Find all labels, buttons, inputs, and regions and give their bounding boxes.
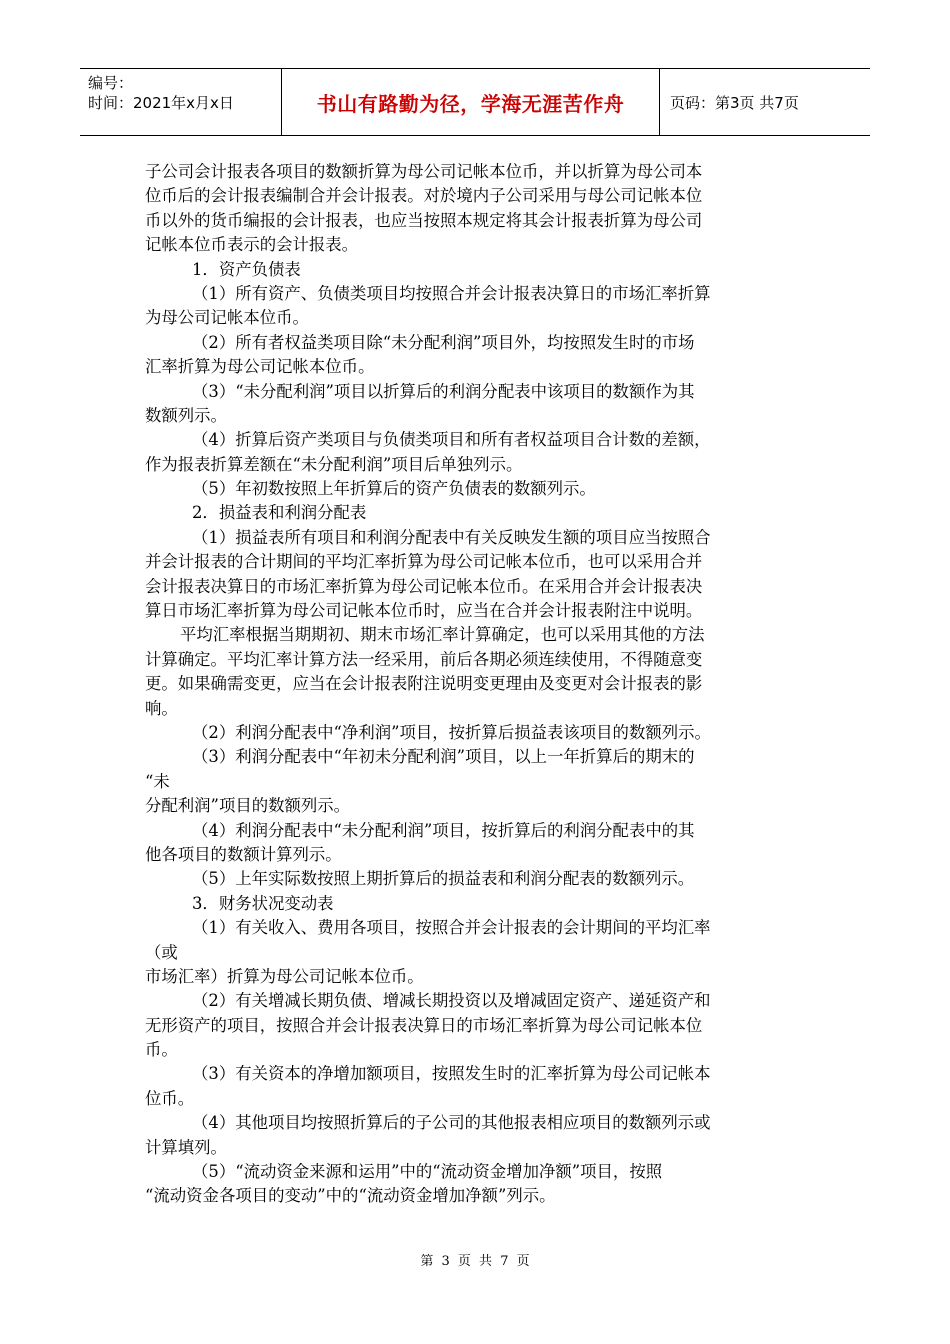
text-line: 为母公司记帐本位币。 [145,308,309,328]
text-line: （1）有关收入、费用各项目，按照合并会计报表的会计期间的平均汇率 [192,918,711,938]
text-line: 位币。 [145,1088,195,1108]
header-page-cell [660,69,870,135]
text-line: （或 [145,942,178,962]
text-line: 会计报表决算日的市场汇率折算为母公司记帐本位币。在采用合并会计报表决 [145,576,703,596]
text-line: 并会计报表的合计期间的平均汇率折算为母公司记帐本位币，也可以采用合并 [145,552,703,572]
text-line: 2．损益表和利润分配表 [192,503,367,523]
text-line: （2）所有者权益类项目除“未分配利润”项目外，均按照发生时的市场 [192,332,695,352]
header-meta-cell [80,69,282,135]
text-line: （3）利润分配表中“年初未分配利润”项目，以上一年折算后的期末的 [192,747,695,767]
document-date-label: 时间：2021年x月x日 [88,94,234,112]
text-line: 作为报表折算差额在“未分配利润”项目后单独列示。 [145,454,523,474]
text-line: （1）损益表所有项目和利润分配表中有关反映发生额的项目应当按照合 [192,527,711,547]
text-line: 计算填列。 [145,1137,227,1157]
footer-page-number: 第 3 页 共 7 页 [420,1254,530,1269]
text-line: （1）所有资产、负债类项目均按照合并会计报表决算日的市场汇率折算 [192,283,711,303]
text-line: （3）有关资本的净增加额项目，按照发生时的汇率折算为母公司记帐本 [192,1064,711,1084]
text-line: 数额列示。 [145,405,227,425]
text-line: （2）有关增减长期负债、增减长期投资以及增减固定资产、递延资产和 [192,991,711,1011]
text-line: 算日市场汇率折算为母公司记帐本位币时，应当在合并会计报表附注中说明。 [145,601,703,621]
text-line: 币以外的货币编报的会计报表，也应当按照本规定将其会计报表折算为母公司 [145,210,703,230]
text-line: 位币后的会计报表编制合并会计报表。对於境内子公司采用与母公司记帐本位 [145,186,703,206]
text-line: 3．财务状况变动表 [192,893,334,913]
document-header [80,68,870,136]
text-line: 记帐本位币表示的会计报表。 [145,235,359,255]
text-line: （2）利润分配表中“净利润”项目，按折算后损益表该项目的数额列示。 [192,722,711,742]
text-line: （5）年初数按照上年折算后的资产负债表的数额列示。 [192,479,596,499]
text-line: （4）折算后资产类项目与负债类项目和所有者权益项目合计数的差额， [192,430,711,450]
text-line: “流动资金各项目的变动”中的“流动资金增加净额”列示。 [145,1186,556,1206]
header-page-info: 页码：第3页 共7页 [670,93,799,112]
header-motto: 书山有路勤为径，学海无涯苦作舟 [316,91,625,116]
text-line: （4）利润分配表中“未分配利润”项目，按折算后的利润分配表中的其 [192,820,695,840]
text-line: 1．资产负债表 [192,259,301,279]
text-line: 计算确定。平均汇率计算方法一经采用，前后各期必须连续使用，不得随意变 [145,649,703,669]
text-line: 更。如果确需变更，应当在会计报表附注说明变更理由及变更对会计报表的影 [145,674,703,694]
text-line: 市场汇率）折算为母公司记帐本位币。 [145,966,424,986]
text-line: 响。 [145,698,178,718]
text-line: （3）“未分配利润”项目以折算后的利润分配表中该项目的数额作为其 [192,381,695,401]
text-line: （5）“流动资金来源和运用”中的“流动资金增加净额”项目，按照 [192,1162,663,1182]
document-body [145,160,805,1209]
text-line: 平均汇率根据当期期初、期末市场汇率计算确定，也可以采用其他的方法 [180,625,705,645]
text-line: （5）上年实际数按照上期折算后的损益表和利润分配表的数额列示。 [192,869,695,889]
text-line: “未 [145,771,170,791]
page-footer [0,1250,950,1269]
text-line: 分配利润”项目的数额列示。 [145,796,351,816]
text-line: 币。 [145,1040,178,1060]
document-number-label: 编号： [88,74,134,92]
text-line: 无形资产的项目，按照合并会计报表决算日的市场汇率折算为母公司记帐本位 [145,1015,703,1035]
text-line: （4）其他项目均按照折算后的子公司的其他报表相应项目的数额列示或 [192,1113,711,1133]
text-line: 汇率折算为母公司记帐本位币。 [145,357,375,377]
text-line: 他各项目的数额计算列示。 [145,844,342,864]
header-motto-cell [282,69,660,135]
text-line: 子公司会计报表各项目的数额折算为母公司记帐本位币，并以折算为母公司本 [145,162,703,181]
